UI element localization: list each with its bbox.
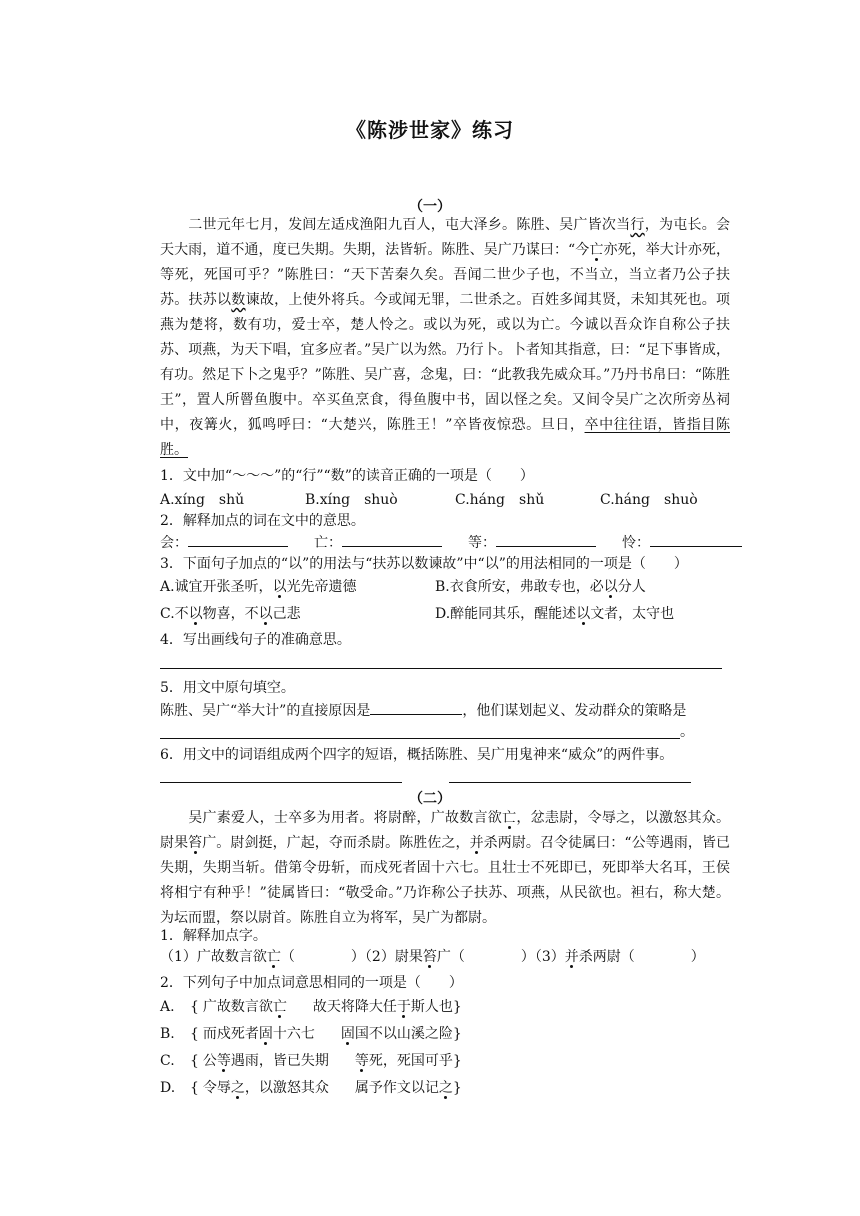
- text-segment: （ ）: [280, 949, 365, 965]
- page-title: 《陈涉世家》练习: [346, 118, 514, 142]
- text-segment: （ ）: [450, 949, 535, 965]
- text-segment: 广故数言欲: [202, 999, 273, 1015]
- text-segment: 公: [202, 1053, 217, 1069]
- text-segment: 固: [258, 1026, 273, 1042]
- text-segment: 杀两尉。召令徒属曰：“公等遇雨，皆已失期，失期当斩。借第令毋斩，而戍死者固十六七。且壮士不死即已，死即举大名耳，王侯将相宁有种乎！”徒属皆曰：“敬受命。”乃诈称公子扶苏、项燕，从民欲也。袒右，称大楚。为坛而盟，祭以尉首。陈胜自立为将军，吴广为都尉。: [160, 835, 731, 926]
- text-segment: 亦死，举大计亦死，等死，死国可乎？”陈胜曰：“天下苦秦久矣。吾闻二世少子也，不当立，当立者乃公子扶苏。扶苏以: [160, 242, 731, 308]
- text-segment: （ ）: [620, 949, 705, 965]
- text-segment: 于: [396, 999, 411, 1015]
- text-segment: ，忿恚尉，令辱之，以激怒其众。尉果: [160, 810, 731, 851]
- answer-blank[interactable]: [370, 700, 462, 715]
- s1-q5-stem: 5．用文中原句填空。: [160, 680, 295, 696]
- text-segment: （1）广故数言欲: [160, 949, 267, 965]
- wavy-word-shu: 数: [231, 292, 246, 308]
- text-segment: 等：: [468, 535, 496, 551]
- text-segment: 怜：: [622, 535, 650, 551]
- text-segment: 十六七: [272, 1026, 315, 1042]
- s1-q2-blanks: [160, 532, 742, 553]
- text-segment: A.: [160, 999, 175, 1015]
- text-segment: 亡: [266, 949, 281, 965]
- text-segment: 分人: [617, 579, 646, 595]
- text-segment: 广。尉剑挺，广起，夺而杀尉。陈胜佐之，: [202, 835, 470, 851]
- text-segment: 固: [340, 1026, 355, 1042]
- text-segment: ，为屯长。会天大雨，道不通，度已失期。失期，法皆斩。陈胜、吴广乃谋曰：“今: [160, 217, 731, 258]
- text-segment: 斯人也: [410, 999, 453, 1015]
- s1-q3-option-d: [435, 604, 674, 624]
- text-segment: 令辱: [202, 1080, 231, 1096]
- answer-blank[interactable]: [496, 532, 596, 547]
- s2-q2-option-d: D. { 令辱之，以激怒其众 属予作文以记之}: [160, 1080, 462, 1096]
- text-segment: 广: [436, 949, 451, 965]
- text-segment: B.衣食所安，弗敢专也，必: [435, 579, 604, 595]
- text-segment: 等: [354, 1053, 369, 1069]
- text-segment: 国不以山溪之险: [354, 1026, 453, 1042]
- s2-q2-option-b: B. { 而戍死者固十六七 固国不以山溪之险}: [160, 1026, 462, 1042]
- s2-q1-items: [160, 947, 705, 967]
- underlined-sentence: 卒中往往语，皆指目陈胜。: [160, 417, 730, 458]
- text-segment: D.: [160, 1080, 176, 1096]
- text-segment: D.醉能同其乐，醒能述: [435, 606, 577, 622]
- text-segment: 故天将降大任: [312, 999, 397, 1015]
- text-segment: 遇雨，皆已失期: [230, 1053, 329, 1069]
- s1-q1-option-a: A.xíng shǔ: [160, 492, 245, 508]
- s2-q2-option-a: A. { 广故数言欲亡 故天将降大任于斯人也}: [160, 999, 462, 1015]
- text-segment: 亡: [272, 999, 287, 1015]
- text-segment: C.不: [160, 606, 189, 622]
- section-1-label: （一）: [409, 199, 451, 215]
- wavy-word-xing: 行: [630, 217, 645, 233]
- s1-q1-option-b: B.xíng shuò: [305, 492, 398, 508]
- text-segment: A.诚宜开张圣听，: [160, 579, 273, 595]
- text-segment: ，以激怒其众: [244, 1080, 329, 1096]
- s1-q5-end: 。: [680, 724, 694, 740]
- section-1-passage: [160, 213, 730, 463]
- text-segment: 而戍死者: [202, 1026, 259, 1042]
- text-segment: 以: [272, 579, 287, 595]
- answer-blank[interactable]: [342, 532, 442, 547]
- answer-blank[interactable]: [650, 532, 742, 547]
- s1-q4-stem: 4．写出画线句子的准确意思。: [160, 632, 351, 648]
- text-segment: 物喜，不: [202, 606, 259, 622]
- text-segment: 死，死国可乎: [368, 1053, 453, 1069]
- text-segment: 等: [216, 1053, 231, 1069]
- text-segment: 谏故，上使外将兵。今或闻无罪，二世杀之。百姓多闻其贤，未知其死也。项燕为楚将，数有功，爱士卒，楚人怜之。或以为死，或以为亡。今诚以吾众诈自称公子扶苏、项燕，为天下唱，宜多应者。”吴广以为然。乃行卜。卜者知其指意，曰：“足下事皆成，有功。然足下卜之鬼乎？”陈胜、吴广喜，念鬼，曰：“此教我先威众耳。”乃丹书帛曰：“陈胜王”，置人所罾鱼腹中。卒买鱼烹食，得鱼腹中书，固以怪之矣。又间令吴广之次所旁丛祠中，夜篝火，狐鸣呼曰：“大楚兴，陈胜王！”卒皆夜惊恐。旦日，: [160, 292, 731, 433]
- s1-q6-stem: 6．用文中的词语组成两个四字的短语，概括陈胜、吴广用鬼神来“威众”的两件事。: [160, 747, 674, 763]
- s2-q2-option-c: C. { 公等遇雨，皆已失期 等死，死国可乎}: [160, 1053, 462, 1069]
- s1-q1-option-c: C.háng shǔ: [455, 492, 545, 508]
- s1-q2-stem: 2．解释加点的词在文中的意思。: [160, 513, 365, 529]
- text-segment: （2）尉果: [364, 949, 423, 965]
- dotted-word-wang: 亡: [502, 810, 517, 826]
- s1-q3-option-b: [435, 577, 646, 597]
- answer-line[interactable]: [449, 782, 691, 783]
- text-segment: 之: [438, 1080, 453, 1096]
- text-segment: 文者，太守也: [590, 606, 675, 622]
- text-segment: C.: [160, 1053, 175, 1069]
- dotted-word-wang: 亡: [589, 242, 604, 258]
- text-segment: 以: [258, 606, 273, 622]
- s1-q3-option-a: [160, 577, 357, 597]
- s2-q1-stem: 1．解释加点字。: [160, 928, 267, 944]
- text-segment: 并: [564, 949, 579, 965]
- text-segment: 二世元年七月，发闾左适戍渔阳九百人，屯大泽乡。陈胜、吴广皆次当: [188, 217, 631, 233]
- text-segment: ，他们谋划起义、发动群众的策略是: [462, 703, 687, 719]
- answer-line[interactable]: [160, 782, 402, 783]
- answer-blank[interactable]: [188, 532, 288, 547]
- text-segment: B.: [160, 1026, 175, 1042]
- text-segment: 陈胜、吴广“举大计”的直接原因是: [160, 703, 371, 719]
- s1-q3-option-c: [160, 604, 301, 624]
- section-2-label: （二）: [409, 791, 451, 807]
- s1-q5-fill-line: [160, 700, 686, 721]
- text-segment: 以: [188, 606, 203, 622]
- text-segment: 以: [603, 579, 618, 595]
- s1-q1-stem: 1．文中加“～～～”的“行”“数”的读音正确的一项是（ ）: [160, 468, 534, 484]
- text-segment: （3）: [534, 949, 565, 965]
- text-segment: 会：: [160, 535, 188, 551]
- s1-q1-option-d: C.háng shuò: [600, 492, 698, 508]
- text-segment: 笞: [422, 949, 437, 965]
- s2-q2-stem: 2．下列句子中加点词意思相同的一项是（ ）: [160, 975, 463, 991]
- text-segment: 亡：: [314, 535, 342, 551]
- text-segment: 己悲: [272, 606, 301, 622]
- section-2-passage: [160, 806, 730, 931]
- text-segment: 之: [230, 1080, 245, 1096]
- dotted-word-chi: 笞: [188, 835, 203, 851]
- text-segment: 光先帝遗德: [286, 579, 357, 595]
- dotted-word-bing: 并: [469, 835, 484, 851]
- s1-q3-stem: 3．下面句子加点的“以”的用法与“扶苏以数谏故”中“以”的用法相同的一项是（ ）: [160, 556, 688, 572]
- answer-line[interactable]: [160, 668, 722, 669]
- answer-line[interactable]: [160, 738, 680, 739]
- text-segment: 杀两尉: [578, 949, 621, 965]
- text-segment: 属予作文以记: [354, 1080, 439, 1096]
- text-segment: 以: [576, 606, 591, 622]
- text-segment: 吴广素爱人，士卒多为用者。将尉醉，广故数言欲: [188, 810, 503, 826]
